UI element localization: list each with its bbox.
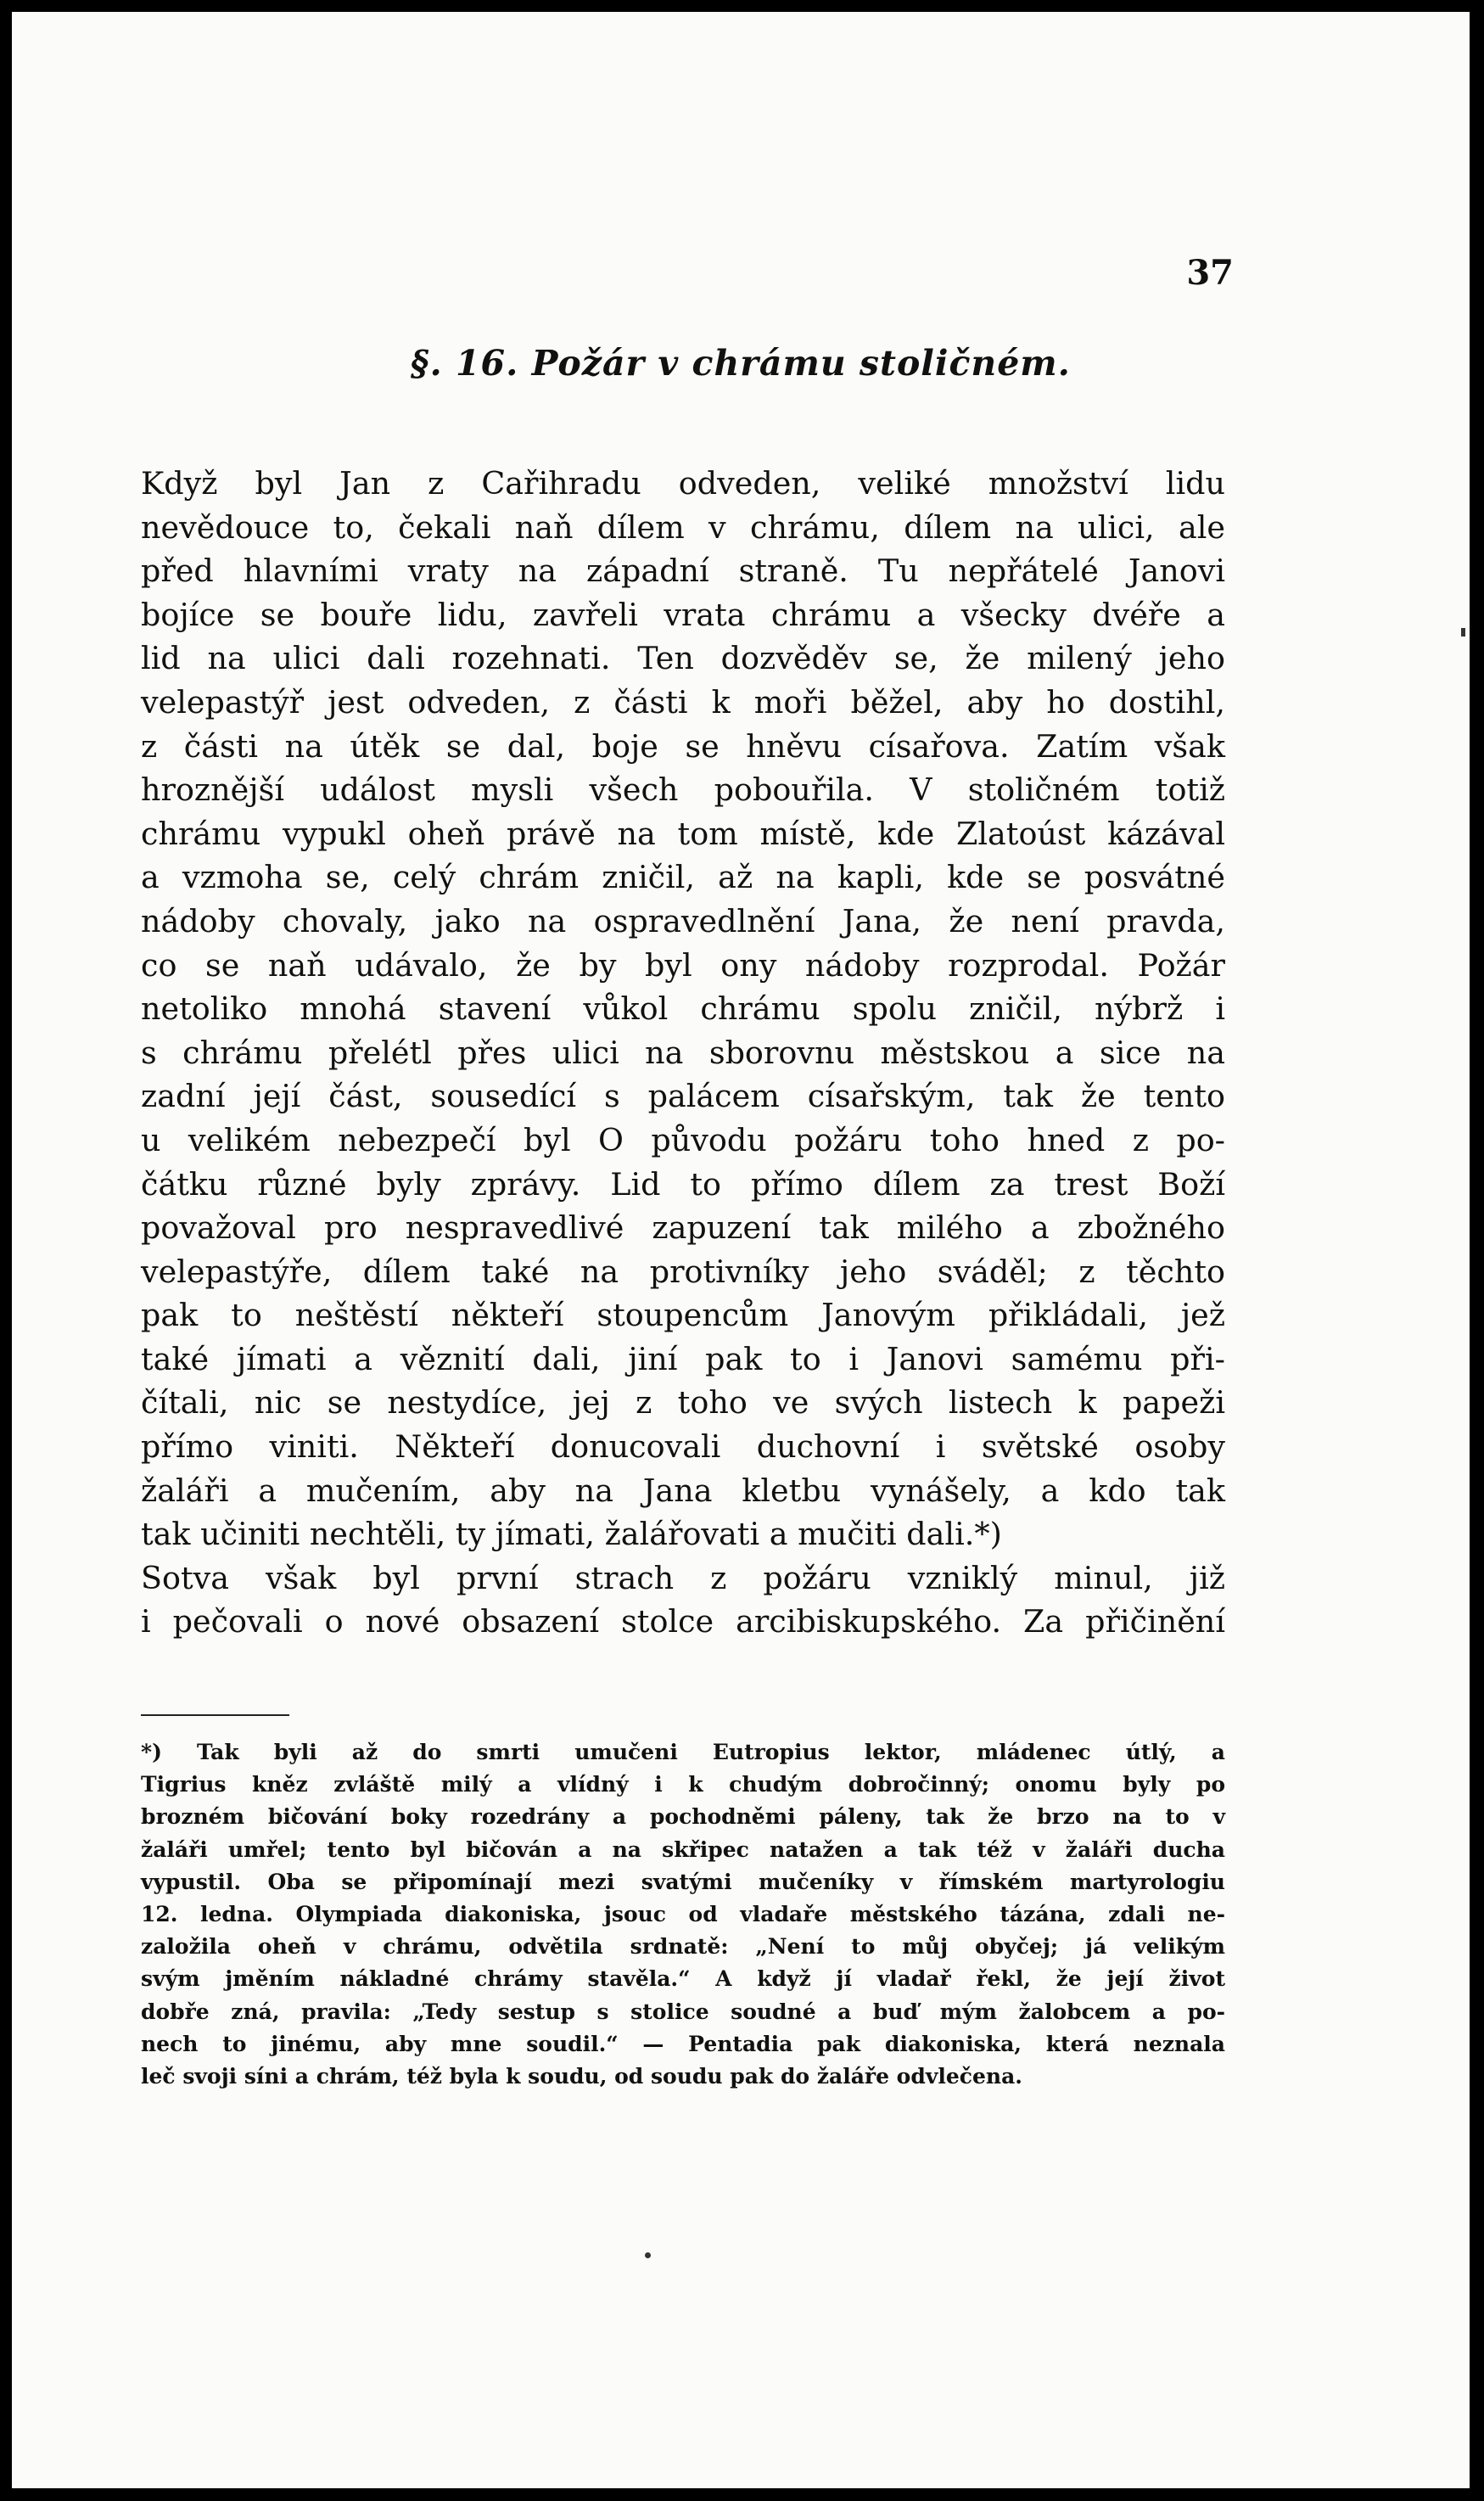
body-line: čítali, nic se nestydíce, jej z toho ve svých listech k papeži <box>141 1384 1225 1422</box>
body-line: z části na útěk se dal, boje se hněvu císařova. Zatím však <box>141 727 1225 765</box>
body-line: lid na ulici dali rozehnati. Ten dozvěděv se, že milený jeho <box>141 640 1225 677</box>
body-line: nádoby chovaly, jako na ospravedlnění Jana, že není pravda, <box>141 902 1225 939</box>
body-line: přímo viniti. Někteří donucovali duchovní i světské osoby <box>141 1428 1225 1466</box>
body-line: u velikém nebezpečí byl O původu požáru toho hned z po- <box>141 1121 1225 1158</box>
edge-mark <box>1461 628 1465 636</box>
body-line: velepastýře, dílem také na protivníky jeho sváděl; z těchto <box>141 1253 1225 1290</box>
body-line: Sotva však byl první strach z požáru vzniklý minul, již <box>141 1559 1225 1596</box>
body-line: žaláři a mučením, aby na Jana kletbu vynášely, a kdo tak <box>141 1472 1225 1509</box>
body-line: zadní její část, sousedící s palácem císařským, tak že tento <box>141 1078 1225 1115</box>
body-line: považoval pro nespravedlivé zapuzení tak milého a zbožného <box>141 1209 1225 1247</box>
footnote-line: *) Tak byli až do smrti umučeni Eutropius lektor, mládenec útlý, a <box>141 1740 1225 1764</box>
body-line: pak to neštěstí někteří stoupencům Janovým přikládali, jež <box>141 1297 1225 1334</box>
section-heading: §. 16. Požár v chrámu stoličném. <box>411 343 1071 384</box>
body-line: bojíce se bouře lidu, zavřeli vrata chrámu a všecky dvéře a <box>141 596 1225 633</box>
footnote-rule <box>141 1714 289 1716</box>
body-line: netoliko mnohá stavení vůkol chrámu spolu zničil, nýbrž i <box>141 990 1225 1028</box>
body-line: nevědouce to, čekali naň dílem v chrámu, dílem na ulici, ale <box>141 508 1225 546</box>
body-line: i pečovali o nové obsazení stolce arcibiskupského. Za přičinění <box>141 1603 1225 1640</box>
body-line: chrámu vypukl oheň právě na tom místě, kde Zlatoúst kázával <box>141 815 1225 852</box>
footnote-line: Tigrius kněz zvláště milý a vlídný i k chudým dobročinný; onomu byly po <box>141 1772 1225 1797</box>
body-line: čátku různé byly zprávy. Lid to přímo dílem za trest Boží <box>141 1165 1225 1203</box>
footnote-line: vypustil. Oba se připomínají mezi svatými mučeníky v římském martyrologiu <box>141 1869 1225 1894</box>
body-line: co se naň udávalo, že by byl ony nádoby rozprodal. Požár <box>141 946 1225 984</box>
body-line: Když byl Jan z Cařihradu odveden, veliké množství lidu <box>141 465 1225 502</box>
ink-dot <box>645 2252 651 2258</box>
footnote-line: žaláři umřel; tento byl bičován a na skřipec natažen a tak též v žaláři ducha <box>141 1836 1225 1862</box>
page-number: 37 <box>1186 253 1234 293</box>
footnote-line: svým jměním nákladné chrámy stavěla.“ A když jí vladař řekl, že její život <box>141 1966 1225 1992</box>
book-page <box>12 12 1470 2488</box>
body-text <box>141 462 1225 1644</box>
body-line: také jímati a věznití dali, jiní pak to i Janovi samému při- <box>141 1340 1225 1377</box>
body-line: tak učiniti nechtěli, ty jímati, žalářovati a mučiti dali.*) <box>141 1516 1002 1553</box>
body-line: s chrámu přelétl přes ulici na sborovnu městskou a sice na <box>141 1034 1225 1071</box>
footnote-line: leč svoji síni a chrám, též byla k soudu, od soudu pak do žaláře odvlečena. <box>141 2063 1022 2089</box>
footnote <box>141 1736 1225 2093</box>
body-line: a vzmoha se, celý chrám zničil, až na kapli, kde se posvátné <box>141 859 1225 896</box>
body-line: před hlavními vraty na západní straně. Tu nepřátelé Janovi <box>141 552 1225 590</box>
footnote-line: dobře zná, pravila: „Tedy sestup s stolice soudné a buď mým žalobcem a po- <box>141 1999 1225 2024</box>
footnote-line: založila oheň v chrámu, odvětila srdnatě: „Není to můj obyčej; já velikým <box>141 1934 1225 1960</box>
footnote-line: 12. ledna. Olympiada diakoniska, jsouc od vladaře městského tázána, zdali ne- <box>141 1901 1225 1926</box>
body-line: hroznější událost mysli všech pobouřila. V stoličném totiž <box>141 771 1225 809</box>
footnote-line: nech to jinému, aby mne soudil.“ — Pentadia pak diakoniska, která neznala <box>141 2031 1225 2056</box>
footnote-line: brozném bičování boky rozedrány a pochodněmi páleny, tak že brzo na to v <box>141 1804 1225 1830</box>
body-line: velepastýř jest odveden, z části k moři běžel, aby ho dostihl, <box>141 683 1225 721</box>
